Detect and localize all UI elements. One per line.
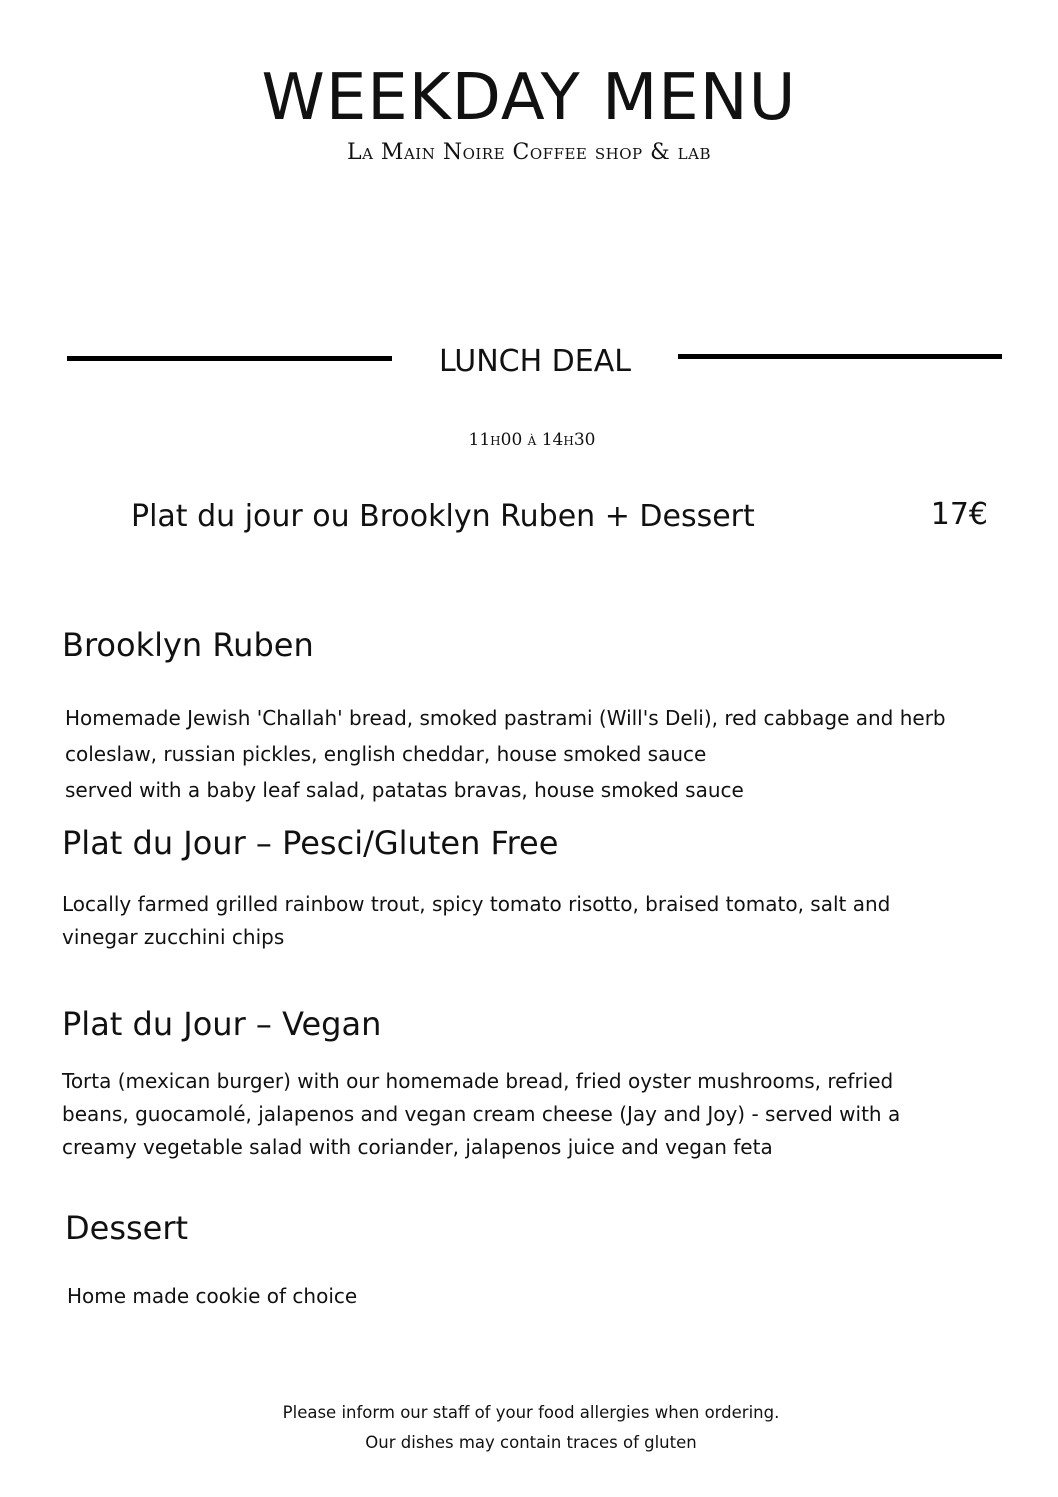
- menu-title: WEEKDAY MENU: [261, 61, 797, 135]
- shop-name: La Main Noire Coffee shop & lab: [346, 140, 712, 165]
- dish-description-line: coleslaw, russian pickles, english cheddar, house smoked sauce: [65, 742, 707, 766]
- gluten-notice: Our dishes may contain traces of gluten: [365, 1433, 697, 1452]
- dish-description-line: beans, guocamolé, jalapenos and vegan cream cheese (Jay and Joy) - served with a: [62, 1102, 901, 1126]
- dish-description-line: served with a baby leaf salad, patatas bravas, house smoked sauce: [65, 778, 744, 802]
- divider-right: [678, 354, 1002, 359]
- dish-description-line: vinegar zucchini chips: [62, 925, 285, 949]
- lunch-price: 17€: [930, 497, 988, 532]
- dish-description-line: Homemade Jewish 'Challah' bread, smoked pastrami (Will's Deli), red cabbage and herb: [65, 706, 946, 730]
- dish-name-dessert: Dessert: [65, 1209, 189, 1247]
- dish-description-line: Home made cookie of choice: [67, 1284, 358, 1308]
- lunch-offer: Plat du jour ou Brooklyn Ruben + Dessert: [131, 499, 755, 534]
- dish-name-plat-du-jour-pesci: Plat du Jour – Pesci/Gluten Free: [62, 824, 559, 862]
- lunch-deal-heading: LUNCH DEAL: [439, 344, 631, 379]
- dish-name-brooklyn-ruben: Brooklyn Ruben: [62, 626, 314, 664]
- dish-name-plat-du-jour-vegan: Plat du Jour – Vegan: [62, 1005, 382, 1043]
- divider-left: [67, 356, 392, 361]
- dish-description-line: Torta (mexican burger) with our homemade bread, fried oyster mushrooms, refried: [62, 1069, 894, 1093]
- allergy-notice: Please inform our staff of your food allergies when ordering.: [282, 1403, 780, 1422]
- lunch-hours: 11h00 à 14h30: [468, 430, 596, 450]
- dish-description-line: creamy vegetable salad with coriander, jalapenos juice and vegan feta: [62, 1135, 773, 1159]
- dish-description-line: Locally farmed grilled rainbow trout, spicy tomato risotto, braised tomato, salt and: [62, 892, 891, 916]
